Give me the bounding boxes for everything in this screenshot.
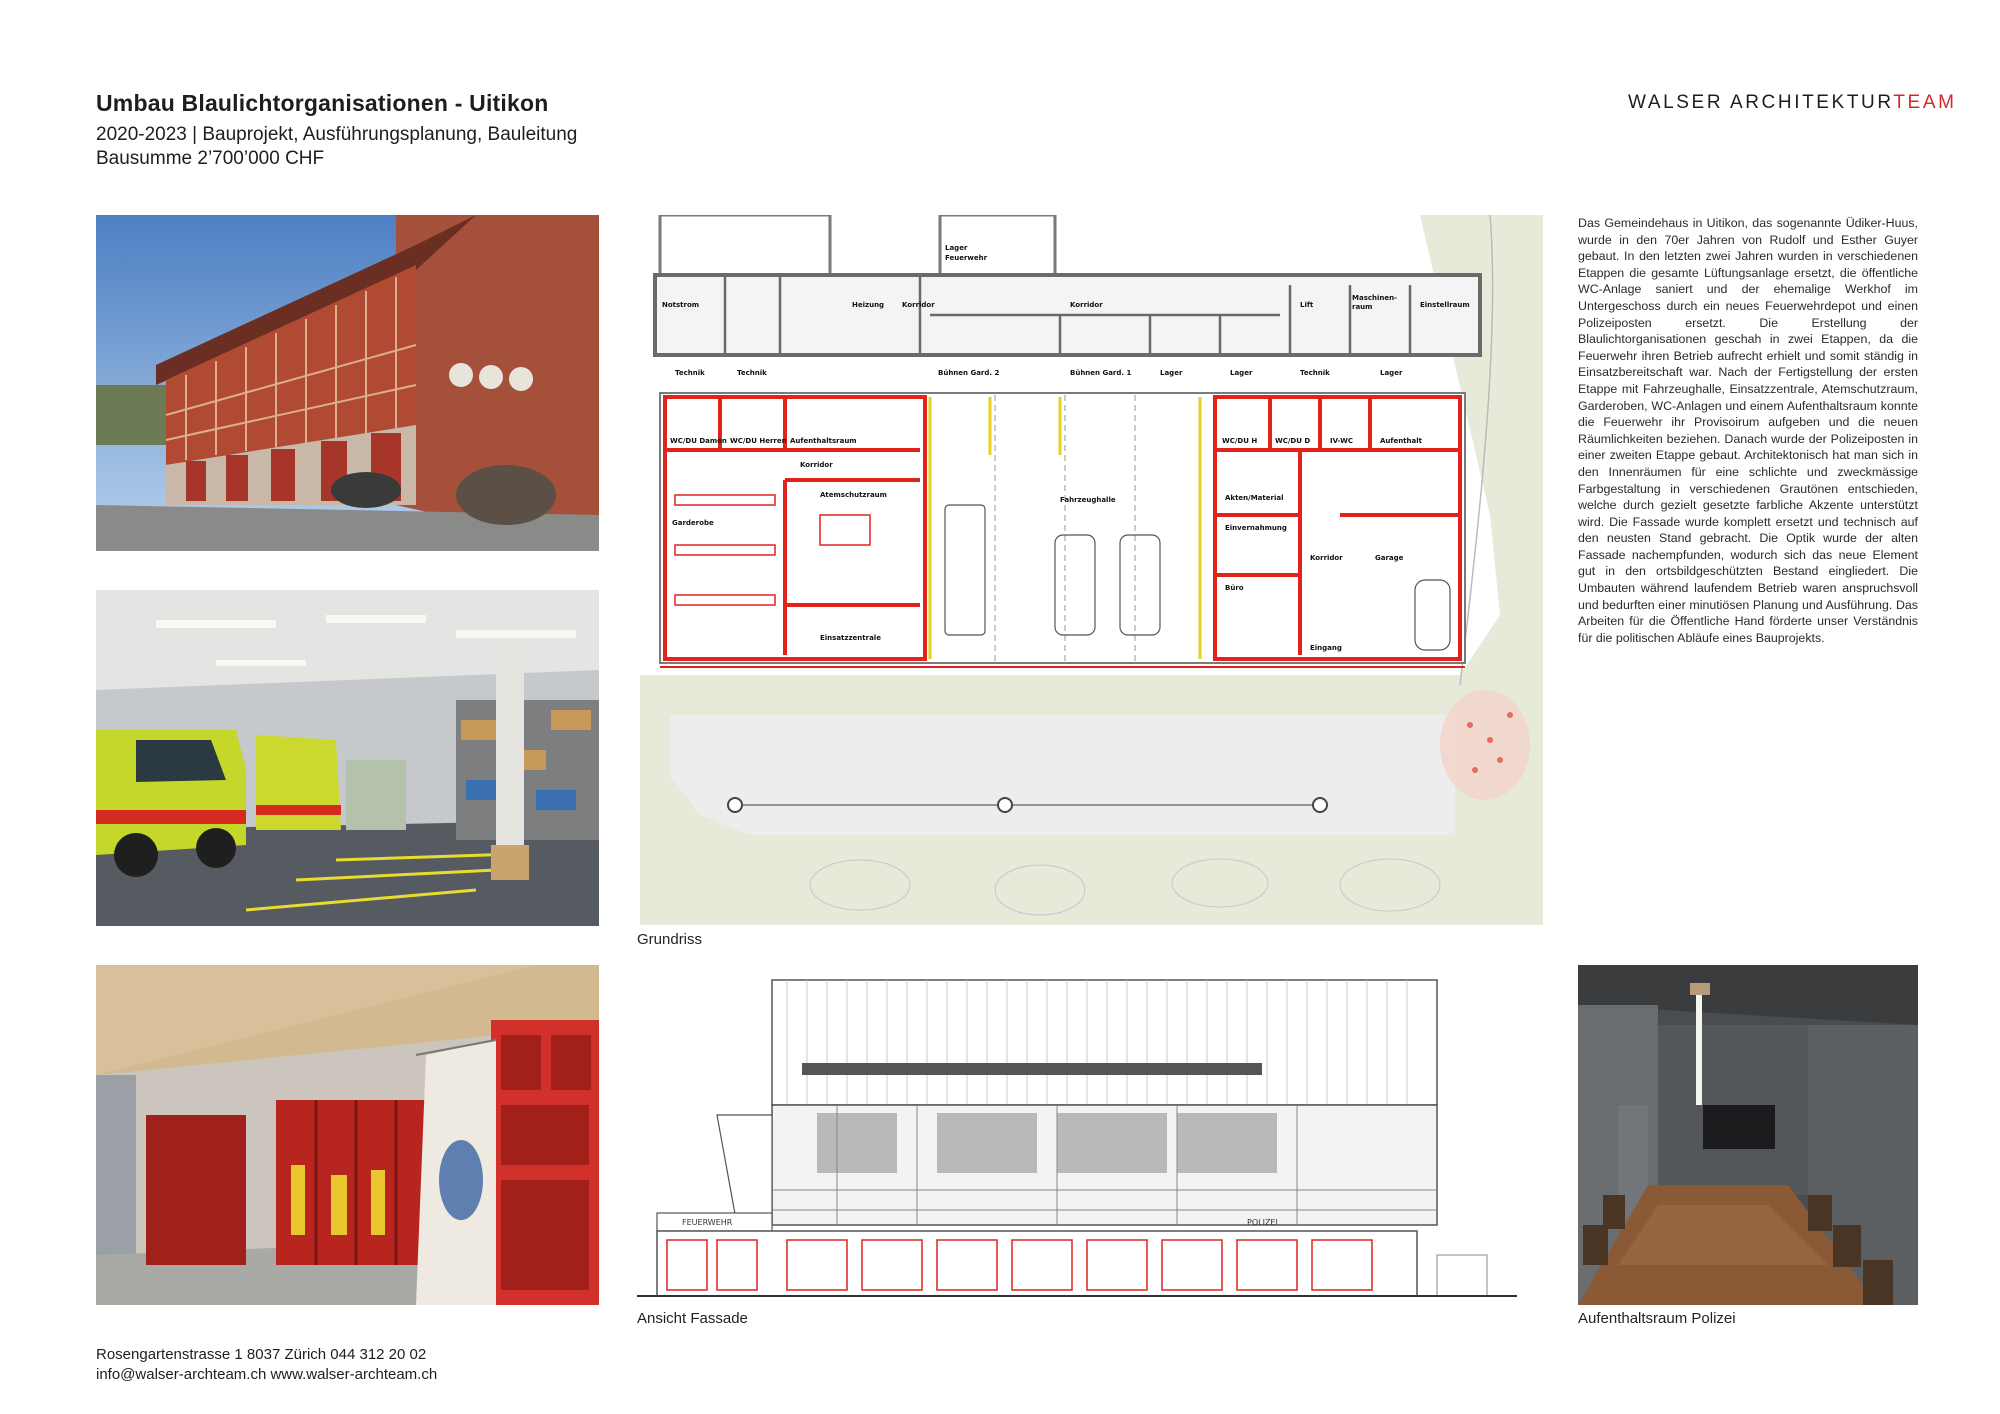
caption-police-lounge: Aufenthaltsraum Polizei — [1578, 1310, 1736, 1327]
plan-label-wc-herren: WC/DU Herren — [730, 437, 787, 445]
photo-police-lounge — [1578, 965, 1918, 1305]
facade-label-feuerwehr: FEUERWEHR — [682, 1218, 733, 1227]
plan-label-technik-3: Technik — [1300, 369, 1330, 377]
plan-label-iv-wc: IV-WC — [1330, 437, 1353, 445]
plan-label-korridor-left: Korridor — [800, 461, 833, 469]
plan-label-heizung: Heizung — [852, 301, 885, 309]
photo-locker-room — [96, 965, 599, 1305]
project-budget: Bausumme 2’700’000 CHF — [96, 148, 325, 169]
plan-label-akten-material: Akten/Material — [1225, 494, 1284, 502]
logo-main: WALSER ARCHITEKTUR — [1628, 92, 1894, 113]
plan-label-wc-damen: WC/DU Damen — [670, 437, 727, 445]
logo-accent: TEAM — [1893, 92, 1957, 113]
plan-label-wc-du-d: WC/DU D — [1275, 437, 1311, 445]
plan-label-lager-fw-2: Feuerwehr — [945, 254, 988, 262]
plan-label-notstrom: Notstrom — [662, 301, 700, 309]
plan-label-lager-2: Lager — [1230, 369, 1253, 377]
plan-label-fahrzeughalle: Fahrzeughalle — [1060, 496, 1116, 504]
plan-label-einsatzzentrale: Einsatzzentrale — [820, 634, 881, 642]
facade-label-polizei: POLIZEI — [1247, 1218, 1278, 1227]
plan-label-buehnen-1: Bühnen Gard. 1 — [1070, 369, 1132, 377]
plan-label-technik-2: Technik — [737, 369, 767, 377]
plan-label-aufenthaltsraum: Aufenthaltsraum — [790, 437, 857, 445]
project-phases: 2020-2023 | Bauprojekt, Ausführungsplanung, Bauleitung — [96, 124, 578, 145]
plan-label-garage: Garage — [1375, 554, 1404, 562]
plan-label-maschinen-2: raum — [1352, 303, 1373, 311]
plan-label-einstellraum: Einstellraum — [1420, 301, 1470, 309]
plan-label-korridor-right: Korridor — [1310, 554, 1343, 562]
page-title: Umbau Blaulichtorganisationen - Uitikon — [96, 90, 549, 116]
plan-label-garderobe: Garderobe — [672, 519, 714, 527]
plan-label-lager-3: Lager — [1380, 369, 1403, 377]
plan-label-eingang: Eingang — [1310, 644, 1342, 652]
plan-label-atemschutzraum: Atemschutzraum — [820, 491, 887, 499]
photo-vehicle-hall — [96, 590, 599, 926]
plan-label-buehnen-2: Bühnen Gard. 2 — [938, 369, 1000, 377]
plan-label-buero: Büro — [1225, 584, 1244, 592]
company-logo — [1628, 92, 1957, 114]
plan-label-lager-1: Lager — [1160, 369, 1183, 377]
floor-plan — [640, 215, 1543, 925]
plan-label-einvernahmung: Einvernahmung — [1225, 524, 1287, 532]
plan-label-aufenthalt: Aufenthalt — [1380, 437, 1422, 445]
plan-label-technik-1: Technik — [675, 369, 705, 377]
footer-address: Rosengartenstrasse 1 8037 Zürich 044 312 20 02 — [96, 1346, 427, 1363]
caption-plan: Grundriss — [637, 931, 703, 948]
plan-label-korridor-top2: Korridor — [1070, 301, 1103, 309]
footer-contact: info@walser-archteam.ch www.walser-archteam.ch — [96, 1366, 438, 1383]
plan-label-lift: Lift — [1300, 301, 1314, 309]
plan-label-wc-du-h: WC/DU H — [1222, 437, 1258, 445]
plan-label-lager-fw-1: Lager — [945, 244, 968, 252]
caption-facade: Ansicht Fassade — [637, 1310, 748, 1327]
plan-label-maschinen-1: Maschinen- — [1352, 294, 1398, 302]
facade-elevation — [637, 965, 1517, 1305]
photo-building-exterior — [96, 215, 599, 551]
plan-label-korridor-top1: Korridor — [902, 301, 935, 309]
project-description: Das Gemeindehaus in Uitikon, das sogenannte Üdiker-Huus, wurde in den 70er Jahren von Rudolf und Esther Guyer gebaut. In den letzten zwei Jahren wurden in verschiedenen Etappen die gesamte Lüftungsanlage ersetzt, die öffentliche WC-Anlage saniert und der ehemalige Werkhof im Untergeschoss durch ein neues Feuerwehrdepot und einen Polizeiposten ersetzt. Die Erstellung der Blaulichtorganisationen geschah in zwei Etappen, da die Feuerwehr ihren Betrieb aufrecht erhielt und somit ständig in Einsatzbereitschaft war. Nach der Fertigstellung der ersten Etappe mit Fahrzeughalle, Einsatzzentrale, Atemschutzraum, Garderoben, WC-Anlagen und einem Aufenthaltsraum konnte die Feuerwehr ihr Provisoirum aufgeben und die neuen Räumlichkeiten beziehen. Danach wurde der Polizeiposten in einer zweiten Etappe gebaut. Architektonisch hat man sich in den Innenräumen für eine schlichte und zweckmässige Farbgestaltung in verschiedenen Grautönen entschieden, welche durch gezielt gesetzte farbliche Akzente unterstützt wird. Die Fassade wurde komplett ersetzt und technisch auf den neusten Stand gebracht. Die Optik wurde der alten Fassade nachempfunden, wodurch sich das neue Element gut in den ortsbildgeschützten Bestand eingliedert. Die Umbauten während laufendem Betrieb waren anspruchsvoll und bedurften einer minutiösen Planung und Ausführung. Das Arbeiten für die Öffentliche Hand förderte unser Verständnis für die politischen Abläufe eines Bauprojekts. — [1578, 216, 1918, 645]
